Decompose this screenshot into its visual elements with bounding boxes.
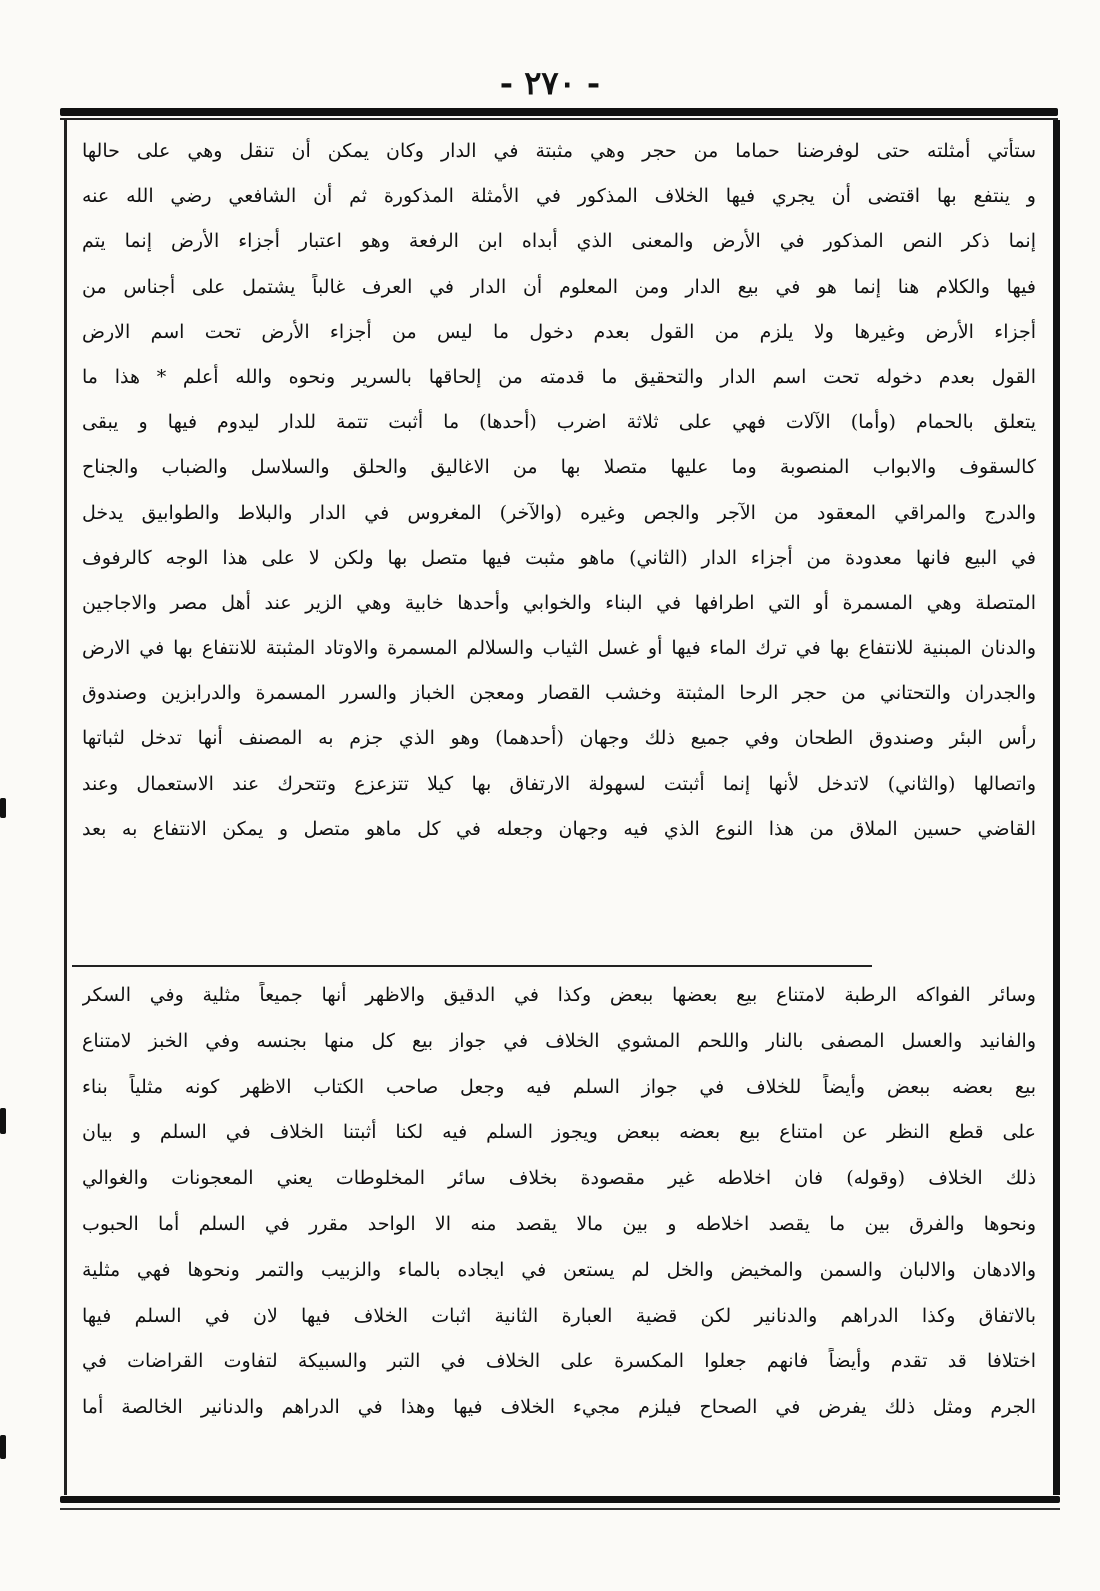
- main-text-line: القاضي حسين الملاق من هذا النوع الذي فيه وجهان وجعله في كل ماهو متصل و يمكن الانتفاع به بعد: [82, 817, 1036, 840]
- commentary-text-line: بيع بعضه ببعض وأيضاً للخلاف في جواز السلم فيه وجعل صاحب الكتاب الاظهر كونه مثلياً بناء: [82, 1075, 1036, 1098]
- scan-margin-mark: [0, 1435, 6, 1459]
- main-text-line: والجدران والتحتاني من حجر الرحا المثبتة وخشب القصار ومعجن الخباز والسرر المسمرة والدرابزين وصندوق: [82, 682, 1036, 705]
- commentary-text-line: وسائر الفواكه الرطبة لامتناع بيع بعضها ببعض وكذا في الدقيق والاظهر أنها جميعاً مثلية وفي السكر: [82, 984, 1036, 1006]
- commentary-text-line: والادهان والالبان والسمن والمخيض والخل لم يستعن في ايجاده بالماء والزبيب والتمر ونحوها فهي مثلية: [82, 1258, 1036, 1281]
- main-text-line: و ينتفع بها اقتضى أن يجري فيها الخلاف المذكور في الأمثلة المذكورة ثم أن الشافعي رضي الله عنه: [82, 185, 1036, 208]
- main-text-line: فيها والكلام هنا إنما هو في بيع الدار ومن المعلوم أن الدار في العرف غالباً يشتمل على أجناس من: [82, 275, 1036, 298]
- page-number: - ٢٧٠ -: [499, 64, 601, 102]
- right-frame-border: [1053, 120, 1060, 1495]
- main-text-block: [82, 138, 1036, 861]
- main-text-line: والدنان المبنية للانتفاع بها في ترك الماء فيها أو غسل الثياب والسلالم المسمرة والاوتاد المثبتة للانتفاع بها في الارض: [82, 637, 1036, 660]
- main-text-line: ستأتي أمثلته حتى لوفرضنا حماما من حجر وهي مثبتة في الدار وكان يمكن أن تنقل وهي على حالها: [82, 140, 1036, 162]
- main-text-line: كالسقوف والابواب المنصوبة وما عليها متصلا بها من الاغاليق والحلق والسلاسل والضباب والجناح: [82, 456, 1036, 479]
- commentary-text-block: [82, 982, 1036, 1440]
- scan-margin-mark: [0, 1108, 6, 1134]
- main-text-line: إنما ذكر النص المذكور في الأرض والمعنى الذي أبداه ابن الرفعة وهو اعتبار أجزاء الأرض إنما يتم: [82, 230, 1036, 253]
- main-text-line: والدرج والمراقي المعقود من الآجر والجص وغيره (والآخر) المغروس في الدار والبلاط والطوابيق يدخل: [82, 501, 1036, 524]
- top-border-rule-thin: [60, 118, 1058, 120]
- commentary-text-line: ونحوها والفرق بين ما يقصد اخلاطه و بين مالا يقصد منه الا الواحد مقرر في السلم أما الحبوب: [82, 1212, 1036, 1235]
- main-text-line: واتصالها (والثاني) لاتدخل لأنها إنما أثبتت لسهولة الارتفاق بها كيلا تتزعزع وتتحرك عند الاستعمال وعند: [82, 772, 1036, 795]
- bottom-border-rule: [60, 1496, 1060, 1503]
- footnote-separator: [72, 965, 872, 967]
- main-text-line: أجزاء الأرض وغيرها ولا يلزم من القول بعدم دخول ما ليس من أجزاء الأرض تحت اسم الارض: [82, 320, 1036, 343]
- main-text-line: يتعلق بالحمام (وأما) الآلات فهي على ثلاثة اضرب (أحدها) ما أثبت تتمة للدار ليدوم فيها و يبقى: [82, 411, 1036, 434]
- main-text-line: القول بعدم دخوله تحت اسم الدار والتحقيق ما قدمته من إلحاقها بالسرير ونحوه والله أعلم * هذا ما: [82, 365, 1036, 388]
- scan-margin-mark: [0, 798, 6, 818]
- commentary-text-line: على قطع النظر عن امتناع بيع بعضه ببعض ويجوز السلم فيه لكنا أثبتنا الخلاف في السلم و بيان: [82, 1121, 1036, 1144]
- main-text-line: في البيع فانها معدودة من أجزاء الدار (الثاني) ماهو مثبت فيها متصل بها ولكن لا على هذا الوجه كالرفوف: [82, 546, 1036, 569]
- commentary-text-line: والفانيد والعسل المصفى بالنار واللحم المشوي الخلاف في جواز بيع كل منها بجنسه وفي الخبز لامتناع: [82, 1029, 1036, 1052]
- commentary-text-line: ذلك الخلاف (وقوله) فان اخلاطه غير مقصودة بخلاف سائر المخلوطات يعني المعجونات والغوالي: [82, 1167, 1036, 1190]
- top-border-rule: [60, 108, 1058, 116]
- commentary-text-line: الجرم ومثل ذلك يفرض في الصحاح فيلزم مجيء الخلاف فيها وهذا في الدراهم والدنانير الخالصة أما: [82, 1396, 1036, 1419]
- left-frame-border: [64, 120, 67, 1495]
- bottom-border-rule-thin: [60, 1508, 1060, 1510]
- commentary-text-line: بالاتفاق وكذا الدراهم والدنانير لكن قضية العبارة الثانية اثبات الخلاف فيها لان في السلم فيها: [82, 1304, 1036, 1327]
- main-text-line: المتصلة وهي المسمرة أو التي اطرافها في البناء والخوابي وأحدها خابية وهي الزير عند أهل مصر والاجاجين: [82, 591, 1036, 614]
- commentary-text-line: اختلافا قد تقدم وأيضاً فانهم جعلوا المكسرة على الخلاف في التبر والسبيكة لتفاوت القراضات في: [82, 1350, 1036, 1373]
- main-text-line: رأس البئر وصندوق الطحان وفي جميع ذلك وجهان (أحدهما) وهو الذي جزم به المصنف أنها تدخل لثباتها: [82, 727, 1036, 750]
